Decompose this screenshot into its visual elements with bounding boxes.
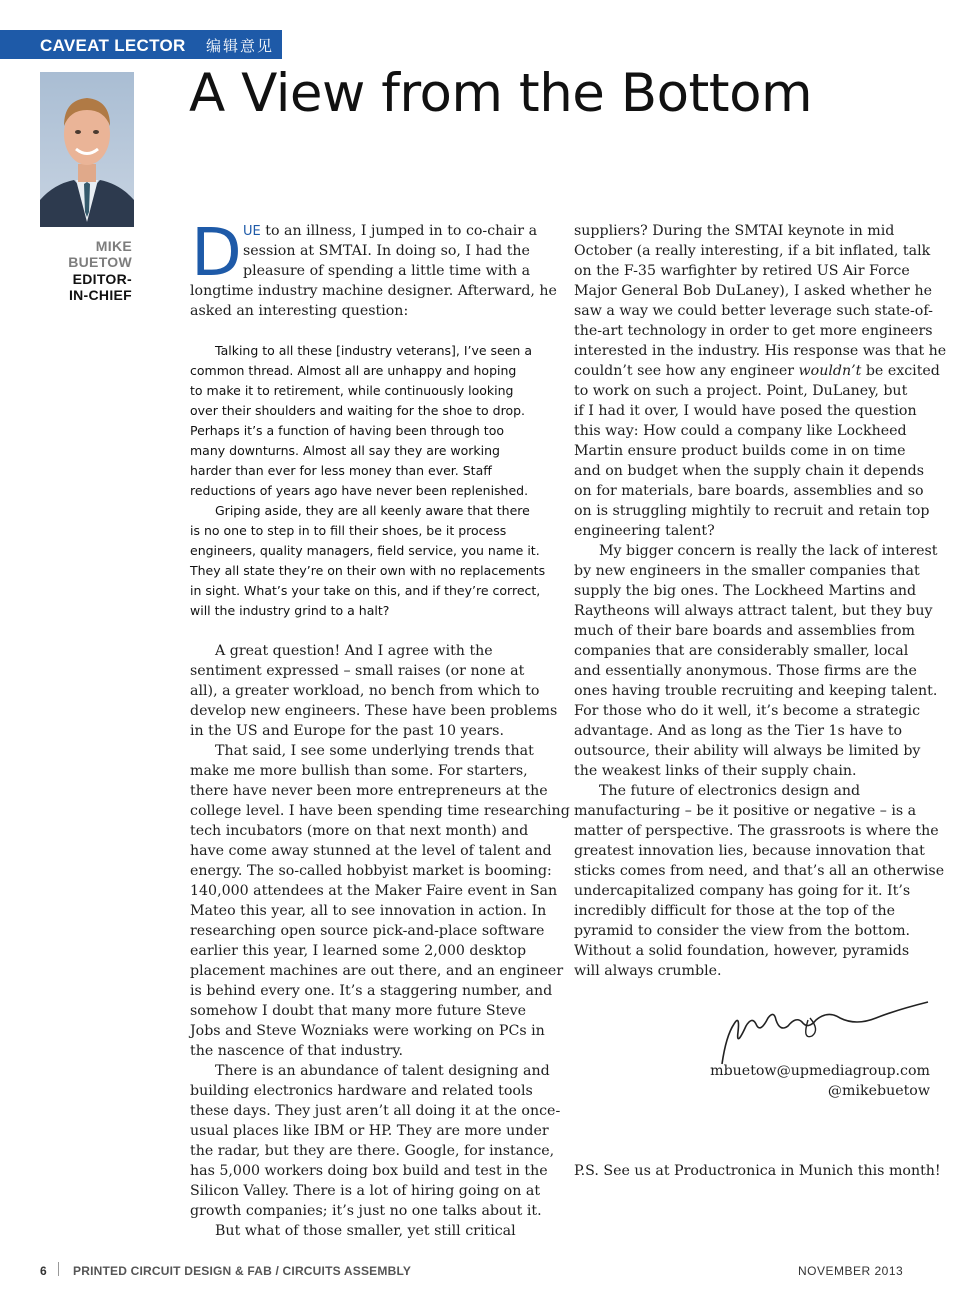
author-first-name: MIKE bbox=[95, 238, 132, 254]
text-line: manufacturing – be it positive or negative – is a bbox=[574, 803, 917, 819]
text-line: many downturns. Almost all say they are working bbox=[190, 443, 500, 458]
text-line: incredibly difficult for those at the top of the bbox=[574, 903, 896, 919]
footer-divider bbox=[58, 1262, 59, 1276]
text-line: will always crumble. bbox=[574, 963, 722, 979]
text-line: will the industry grind to a halt? bbox=[190, 603, 390, 618]
text-line: Griping aside, they are all keenly aware that there bbox=[215, 503, 530, 518]
text-line: harder than ever for less money than ever. Staff bbox=[190, 463, 492, 478]
text-line: engineering talent? bbox=[574, 523, 715, 539]
text-line: tech incubators (more on that next month) and bbox=[190, 823, 529, 839]
author-twitter[interactable]: @mikebuetow bbox=[827, 1083, 930, 1099]
text-line: ones having trouble recruiting and keeping talent. bbox=[574, 683, 938, 699]
text-line: undercapitalized company has going for it. It’s bbox=[574, 883, 911, 899]
text-line: usual places like IBM or HP. They are more under bbox=[190, 1123, 549, 1139]
author-email[interactable]: mbuetow@upmediagroup.com bbox=[710, 1063, 930, 1079]
text-line: They all state they’re on their own with no replacements bbox=[190, 563, 546, 578]
text-line: Martin ensure product builds come in on time bbox=[574, 443, 906, 459]
text-line: somehow I doubt that many more future Steve bbox=[190, 1003, 527, 1019]
text-line: advantage. And as long as the Tier 1s have to bbox=[574, 723, 903, 739]
text-line: has 5,000 workers doing box build and test in the bbox=[190, 1163, 548, 1179]
text-line: suppliers? During the SMTAI keynote in mid bbox=[574, 223, 895, 239]
text-line: Perhaps it’s a function of having been through too bbox=[190, 423, 505, 438]
text-line: there have never been more entrepreneurs at the bbox=[190, 783, 548, 799]
text-line: have come away stunned at the level of talent and bbox=[190, 843, 552, 859]
author-role-line-2: IN-CHIEF bbox=[68, 287, 132, 303]
author-name bbox=[20, 238, 132, 270]
text-line: Major General Bob DuLaney), I asked whether he bbox=[574, 283, 932, 299]
text-line: Without a solid foundation, however, pyramids bbox=[574, 943, 910, 959]
text-line: the-art technology in order to get more engineers bbox=[574, 323, 933, 339]
text-line: earlier this year, I learned some 2,000 desktop bbox=[190, 943, 527, 959]
text-line: by new engineers in the smaller companies that bbox=[574, 563, 920, 579]
text-line: companies that are considerably smaller, local bbox=[574, 643, 909, 659]
text-line: Mateo this year, all to see innovation in action. In bbox=[190, 903, 547, 919]
text-line: over their shoulders and waiting for the shoe to drop. bbox=[190, 403, 525, 418]
text-line: much of their bare boards and assemblies from bbox=[574, 623, 915, 639]
text-line: college level. I have been spending time researching bbox=[190, 803, 570, 819]
drop-cap: D bbox=[191, 214, 242, 291]
text-line: matter of perspective. The grassroots is where the bbox=[574, 823, 939, 839]
issue-date: NOVEMBER 2013 bbox=[798, 1264, 904, 1278]
text-line: common thread. Almost all are unhappy and hoping bbox=[190, 363, 517, 378]
text-line: researching open source pick-and-place software bbox=[190, 923, 545, 939]
text-line: is behind every one. It’s a staggering number, and bbox=[190, 983, 553, 999]
text-line: outsource, their ability will always be limited by bbox=[574, 743, 921, 759]
author-photo bbox=[40, 72, 134, 227]
text-line: Silicon Valley. There is a lot of hiring going on at bbox=[190, 1183, 541, 1199]
text-line: the nascence of that industry. bbox=[190, 1043, 404, 1059]
page-number: 6 bbox=[40, 1264, 47, 1278]
text-line: building electronics hardware and related tools bbox=[190, 1083, 533, 1099]
text-line: to work on such a project. Point, DuLaney, but bbox=[574, 383, 908, 399]
signature bbox=[716, 996, 936, 1068]
author-role-line-1: EDITOR- bbox=[72, 271, 132, 287]
text-line: on the F-35 warfighter by retired US Air Force bbox=[574, 263, 910, 279]
author-role bbox=[20, 271, 132, 303]
publication-name: PRINTED CIRCUIT DESIGN & FAB / CIRCUITS ASSEMBLY bbox=[73, 1264, 412, 1278]
text-line: the weakest links of their supply chain. bbox=[574, 763, 857, 779]
text-line: these days. They just aren’t all doing it at the once- bbox=[190, 1103, 561, 1119]
text-line: all), a greater workload, no bench from which to bbox=[190, 683, 540, 699]
text-line: supply the big ones. The Lockheed Martins and bbox=[574, 583, 917, 599]
text-line: on for materials, bare boards, assemblies and so bbox=[574, 483, 924, 499]
text-line: on is struggling mightily to recruit and retain top bbox=[574, 503, 930, 519]
section-label: CAVEAT LECTOR bbox=[40, 36, 186, 55]
text-line: and essentially anonymous. Those firms are the bbox=[574, 663, 917, 679]
text-line: saw a way we could better leverage such state-of- bbox=[574, 303, 933, 319]
section-label-chinese: 编辑意见 bbox=[206, 37, 275, 55]
text-line: greatest innovation lies, because innovation that bbox=[574, 843, 925, 859]
text-line: reductions of years ago have never been replenished. bbox=[190, 483, 529, 498]
text-line: in the US and Europe for the past 10 years. bbox=[190, 723, 504, 739]
emphasis: wouldn’t bbox=[798, 363, 862, 379]
text-line: make me more bullish than some. For starters, bbox=[190, 763, 528, 779]
intro-first-word: UE bbox=[243, 224, 261, 239]
text-line: placement machines are out there, and an engineer bbox=[190, 963, 564, 979]
text-line: October (a really interesting, if a bit inflated, talk bbox=[574, 243, 931, 259]
text-line: There is an abundance of talent designing and bbox=[215, 1063, 550, 1079]
text-line: Raytheons will always attract talent, but they buy bbox=[574, 603, 933, 619]
text-line: develop new engineers. These have been problems bbox=[190, 703, 558, 719]
text-line: if I had it over, I would have posed the question bbox=[574, 403, 917, 419]
text-line: engineers, quality managers, field service, you name it. bbox=[190, 543, 540, 558]
page-title: A View from the Bottom bbox=[189, 63, 813, 124]
intro-line: longtime industry machine designer. Afterward, he bbox=[190, 283, 557, 299]
intro-line: pleasure of spending a little time with a bbox=[243, 263, 531, 279]
body-line: couldn’t see how any engineer wouldn’t be excited bbox=[574, 363, 940, 379]
text-line: the radar, but they are there. Google, for instance, bbox=[190, 1143, 555, 1159]
text-line: Jobs and Steve Wozniaks were working on PCs in bbox=[190, 1023, 545, 1039]
text-line: A great question! And I agree with the bbox=[215, 643, 493, 659]
text-line: energy. The so-called hobbyist market is booming: bbox=[190, 863, 552, 879]
text-line: this way: How could a company like Lockheed bbox=[574, 423, 907, 439]
text-line: in sight. What’s your take on this, and if they’re correct, bbox=[190, 583, 541, 598]
intro-line: session at SMTAI. In doing so, I had the bbox=[243, 243, 530, 259]
text-line: and on budget when the supply chain it depends bbox=[574, 463, 925, 479]
author-last-name: BUETOW bbox=[68, 254, 132, 270]
text-line: interested in the industry. His response was that he bbox=[574, 343, 947, 359]
text-line: sticks comes from need, and that’s all an otherwise bbox=[574, 863, 945, 879]
text-line: That said, I see some underlying trends that bbox=[215, 743, 534, 759]
text-line: But what of those smaller, yet still critical bbox=[215, 1223, 516, 1239]
intro-line: UE to an illness, I jumped in to co-chair a bbox=[243, 223, 538, 239]
text-line: Talking to all these [industry veterans], I’ve seen a bbox=[215, 343, 532, 358]
text-line: For those who do it well, it’s become a strategic bbox=[574, 703, 921, 719]
text-line: The future of electronics design and bbox=[599, 783, 861, 799]
intro-line: asked an interesting question: bbox=[190, 303, 409, 319]
postscript: P.S. See us at Productronica in Munich this month! bbox=[574, 1163, 941, 1179]
text-line: is no one to step in to fill their shoes, be it process bbox=[190, 523, 507, 538]
text-line: pyramid to consider the view from the bottom. bbox=[574, 923, 911, 939]
text-line: sentiment expressed – small raises (or none at bbox=[190, 663, 525, 679]
text-line: growth companies; it’s just no one talks about it. bbox=[190, 1203, 542, 1219]
text-line: 140,000 attendees at the Maker Faire event in San bbox=[190, 883, 558, 899]
text-line: My bigger concern is really the lack of interest bbox=[599, 543, 938, 559]
text-line: to make it to retirement, while continuously looking bbox=[190, 383, 514, 398]
